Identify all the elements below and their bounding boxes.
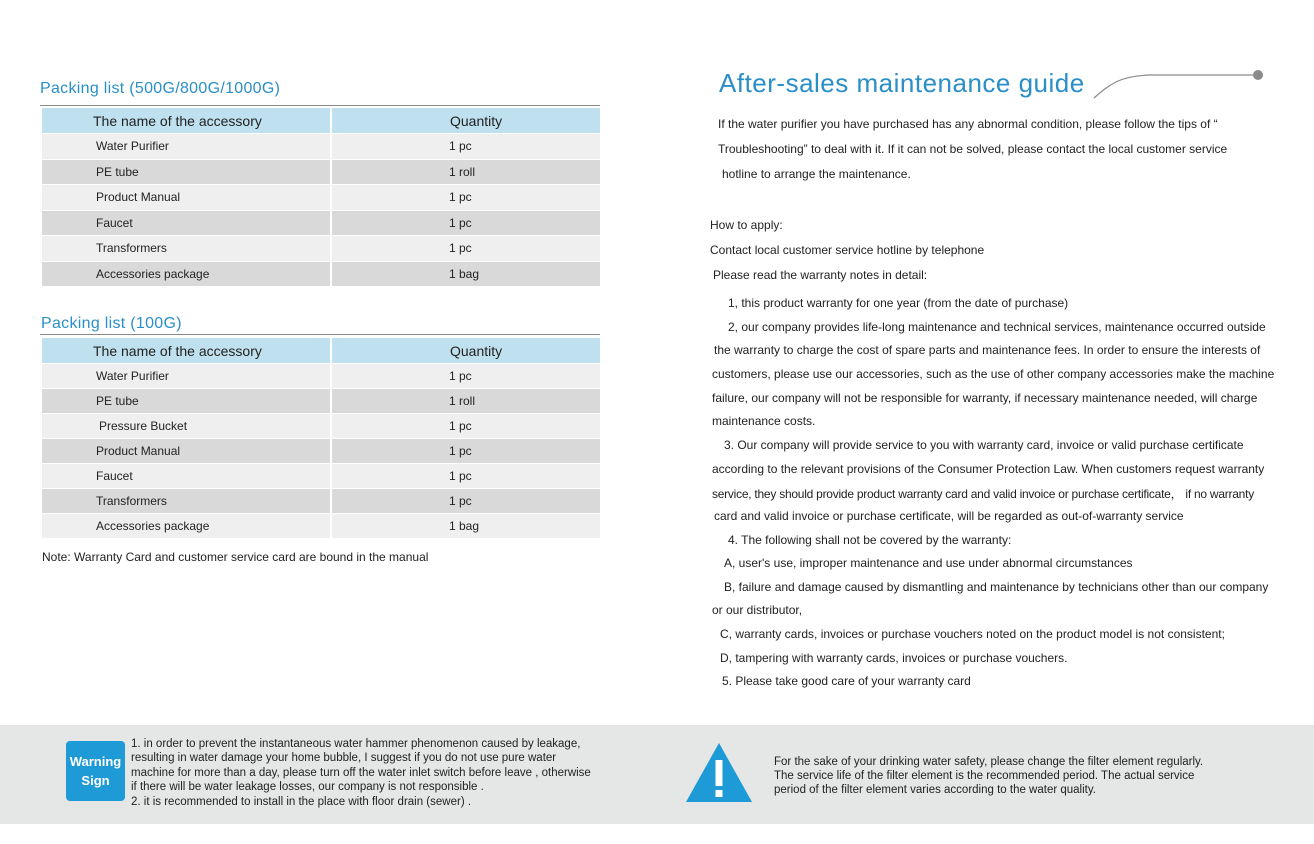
contact-line: Contact local customer service hotline by telephone: [710, 243, 985, 257]
safety-line: period of the filter element varies according to the water quality.: [774, 784, 1096, 796]
table-row: [42, 261, 600, 287]
accessory-name: Faucet: [42, 463, 332, 488]
table-row: [42, 388, 600, 413]
accessory-name: Transformers: [42, 235, 332, 261]
warranty-item: A, user's use, improper maintenance and use under abnormal circumstances: [724, 556, 1133, 570]
accessory-name: PE tube: [42, 388, 332, 413]
table-row: [42, 463, 600, 488]
table-row: [42, 235, 600, 261]
accessory-quantity: 1 pc: [332, 184, 600, 210]
accessory-quantity: 1 pc: [332, 488, 600, 513]
table-row: [42, 184, 600, 210]
safety-line: For the sake of your drinking water safety, please change the filter element regularly.: [774, 756, 1204, 768]
warranty-item: maintenance costs.: [712, 414, 816, 428]
accessory-name: Product Manual: [42, 184, 332, 210]
table-row: [42, 438, 600, 463]
warranty-item: D, tampering with warranty cards, invoices or purchase vouchers.: [720, 651, 1068, 665]
warranty-item: 4. The following shall not be covered by the warranty:: [728, 533, 1012, 547]
warranty-item: C, warranty cards, invoices or purchase vouchers noted on the product model is not consistent;: [720, 627, 1225, 641]
table-row: [42, 363, 600, 388]
accessory-quantity: 1 pc: [332, 413, 600, 438]
exclamation-triangle-icon: [684, 741, 754, 804]
column-header-quantity: Quantity: [332, 108, 600, 133]
warranty-item: B, failure and damage caused by dismantling and maintenance by technicians other than our company: [724, 580, 1269, 594]
packing-list-1-table: [42, 108, 600, 286]
accessory-name: Water Purifier: [42, 363, 332, 388]
warning-line: resulting in water damage your home bubble, I suggest if you do not use pure water: [131, 752, 557, 765]
table-row: [42, 133, 600, 159]
warning-line: if there will be water leakage losses, our company is not responsible .: [131, 781, 484, 794]
table-row: [42, 159, 600, 185]
accessory-quantity: 1 pc: [332, 363, 600, 388]
warranty-item: card and valid invoice or purchase certificate, will be regarded as out-of-warranty service: [714, 509, 1184, 523]
accessory-quantity: 1 roll: [332, 159, 600, 185]
accessory-quantity: 1 roll: [332, 388, 600, 413]
safety-line: The service life of the filter element is the recommended period. The actual service: [774, 770, 1195, 782]
warranty-item: or our distributor,: [712, 603, 803, 617]
table-row: [42, 413, 600, 438]
accessory-name: PE tube: [42, 159, 332, 185]
how-to-apply-heading: How to apply:: [710, 218, 783, 232]
warning-badge-line1: Warning: [69, 754, 122, 769]
packing-list-2-table: [42, 338, 600, 538]
column-header-accessory: The name of the accessory: [42, 108, 332, 133]
filter-safety-text: [774, 755, 1203, 797]
guide-intro-line: hotline to arrange the maintenance.: [722, 167, 911, 181]
packing-list-1-title: Packing list (500G/800G/1000G): [40, 80, 281, 97]
packing-list-2-title: Packing list (100G): [41, 315, 182, 332]
manual-note: Note: Warranty Card and customer service card are bound in the manual: [42, 550, 429, 564]
accessory-quantity: 1 pc: [332, 133, 600, 159]
read-notes-line: Please read the warranty notes in detail:: [713, 268, 928, 282]
table-row: [42, 513, 600, 538]
decorative-swoosh-icon: [1090, 66, 1270, 100]
table-row: [42, 210, 600, 236]
warning-sign-badge: [66, 741, 125, 801]
accessory-name: Faucet: [42, 210, 332, 236]
accessory-quantity: 1 pc: [332, 235, 600, 261]
warranty-item: customers, please use our accessories, such as the use of other company accessories make the machine: [712, 367, 1275, 381]
accessory-name: Product Manual: [42, 438, 332, 463]
accessory-quantity: 1 bag: [332, 513, 600, 538]
title-divider: [40, 334, 600, 335]
accessory-quantity: 1 pc: [332, 210, 600, 236]
warranty-item: 3. Our company will provide service to you with warranty card, invoice or valid purchase certificate: [724, 438, 1244, 452]
warning-line: 1. in order to prevent the instantaneous water hammer phenomenon caused by leakage,: [131, 738, 581, 750]
warranty-item: the warranty to charge the cost of spare parts and maintenance fees. In order to ensure the interests of: [714, 343, 1261, 357]
accessory-name: Accessories package: [42, 261, 332, 287]
warranty-item: according to the relevant provisions of the Consumer Protection Law. When customers request warranty: [712, 462, 1265, 476]
accessory-quantity: 1 pc: [332, 463, 600, 488]
warning-text: [131, 737, 591, 809]
warranty-item: failure, our company will not be responsible for warranty, if necessary maintenance needed, will charge: [712, 391, 1258, 405]
guide-title: After-sales maintenance guide: [719, 68, 1085, 98]
warranty-item: 2, our company provides life-long maintenance and technical services, maintenance occurred outside: [728, 320, 1266, 334]
column-header-accessory: The name of the accessory: [42, 338, 332, 363]
accessory-quantity: 1 pc: [332, 438, 600, 463]
table-header-row: [42, 108, 600, 133]
accessory-name: Pressure Bucket: [42, 413, 332, 438]
title-divider: [40, 105, 600, 106]
warranty-item: 5. Please take good care of your warranty card: [722, 674, 971, 688]
warranty-item: 1, this product warranty for one year (from the date of purchase): [728, 296, 1069, 310]
accessory-name: Water Purifier: [42, 133, 332, 159]
guide-intro-line: Troubleshooting” to deal with it. If it can not be solved, please contact the local customer service: [718, 142, 1228, 156]
warning-line: machine for more than a day, please turn off the water inlet switch before leave , otherwise: [131, 766, 591, 779]
accessory-name: Accessories package: [42, 513, 332, 538]
warning-badge-line2: Sign: [81, 773, 110, 788]
accessory-name: Transformers: [42, 488, 332, 513]
table-row: [42, 488, 600, 513]
warranty-item: service, they should provide product warranty card and valid invoice or purchase certificate， if no warranty: [712, 487, 1254, 501]
column-header-quantity: Quantity: [332, 338, 600, 363]
guide-intro-line: If the water purifier you have purchased has any abnormal condition, please follow the tips of “: [718, 117, 1218, 131]
warning-line: 2. it is recommended to install in the place with floor drain (sewer) .: [131, 795, 472, 808]
table-header-row: [42, 338, 600, 363]
accessory-quantity: 1 bag: [332, 261, 600, 287]
